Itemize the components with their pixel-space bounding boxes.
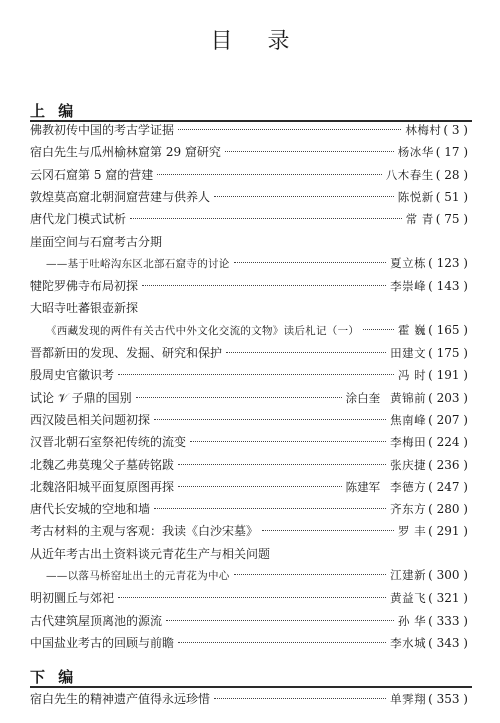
entry-title: 唐代长安城的空地和墙 bbox=[30, 502, 151, 517]
dot-leader bbox=[118, 597, 386, 598]
part2-heading: 下 编 bbox=[30, 668, 78, 686]
toc-entry bbox=[30, 433, 468, 453]
entry-author: 焦南峰 bbox=[390, 412, 427, 427]
dot-leader bbox=[118, 374, 394, 375]
toc-entry bbox=[46, 567, 468, 587]
toc-entry bbox=[30, 389, 468, 409]
dot-leader bbox=[142, 285, 386, 286]
entry-author: 罗 丰 bbox=[397, 524, 427, 539]
entry-page-number: ( 3 ) bbox=[443, 123, 468, 137]
entry-page-number: ( 51 ) bbox=[435, 189, 468, 204]
toc-entry bbox=[30, 143, 468, 163]
dot-leader bbox=[157, 174, 381, 175]
page-title: 目 录 bbox=[210, 29, 304, 54]
dot-leader bbox=[178, 486, 342, 487]
toc-entry bbox=[30, 634, 468, 654]
entry-author: 八木春生 bbox=[385, 167, 434, 182]
entry-author: 冯 时 bbox=[397, 368, 427, 383]
entry-title: 宿白先生与瓜州榆林窟第 29 窟研究 bbox=[30, 145, 221, 160]
toc-entry bbox=[30, 344, 468, 364]
toc-entry bbox=[30, 188, 468, 208]
toc-entry bbox=[30, 366, 468, 386]
entry-title: 古代建筑屋顶离池的源流 bbox=[30, 613, 163, 628]
toc-entry bbox=[30, 545, 270, 565]
toc-entry bbox=[30, 478, 468, 498]
entry-author: 田建文 bbox=[390, 346, 427, 360]
entry-author: 夏立栋 bbox=[390, 255, 427, 270]
toc-entry bbox=[30, 411, 468, 431]
entry-author: 齐东方 bbox=[390, 502, 427, 517]
entry-page-number: ( 75 ) bbox=[435, 212, 468, 227]
dot-leader bbox=[225, 151, 394, 152]
entry-page-number: ( 207 ) bbox=[428, 412, 468, 427]
entry-title: 佛教初传中国的考古学证据 bbox=[30, 123, 175, 137]
entry-author: 黄益飞 bbox=[390, 591, 427, 606]
toc-entry bbox=[30, 299, 138, 319]
dot-leader bbox=[190, 441, 386, 442]
entry-author: 霍 巍 bbox=[397, 322, 427, 337]
toc-entry bbox=[30, 277, 468, 297]
entry-author: 杨冰华 bbox=[397, 145, 434, 160]
entry-page-number: ( 236 ) bbox=[428, 457, 468, 472]
entry-title: 西汉陵邑相关问题初探 bbox=[30, 412, 151, 427]
dot-leader bbox=[234, 262, 386, 263]
toc-entry bbox=[30, 500, 468, 520]
entry-page-number: ( 203 ) bbox=[428, 390, 468, 405]
entry-author: 李崇峰 bbox=[390, 279, 427, 294]
entry-title: 犍陀罗佛寺布局初探 bbox=[30, 279, 139, 294]
entry-title: 试论 𝒱 子鼎的国别 bbox=[30, 390, 132, 405]
entry-page-number: ( 28 ) bbox=[435, 167, 468, 182]
entry-author: 黄锦前 bbox=[390, 390, 427, 405]
dot-leader bbox=[363, 329, 394, 330]
toc-entry bbox=[30, 121, 468, 141]
entry-page-number: ( 191 ) bbox=[428, 368, 468, 383]
entry-title: 晋都新田的发现、发掘、研究和保护 bbox=[30, 346, 223, 360]
dot-leader bbox=[226, 352, 386, 353]
dot-leader bbox=[178, 129, 401, 130]
entry-title: 《西藏发现的两件有关古代中外文化交流的文物》读后札记（一） bbox=[46, 324, 360, 337]
toc-entry bbox=[46, 322, 468, 342]
entry-title: 明初圜丘与郊祀 bbox=[30, 591, 115, 606]
entry-author: 李德方 bbox=[390, 479, 427, 494]
entry-author: 江建新 bbox=[390, 568, 427, 582]
entry-page-number: ( 280 ) bbox=[428, 502, 468, 517]
entry-title: 崖面空间与石窟考古分期 bbox=[30, 234, 163, 249]
entry-title: 大昭寺吐蕃银壶新探 bbox=[30, 301, 139, 316]
dot-leader bbox=[154, 508, 386, 509]
entry-coauthor: 陈建军 bbox=[345, 479, 381, 494]
toc-entry bbox=[30, 210, 468, 230]
entry-title: 从近年考古出土资料谈元青花生产与相关问题 bbox=[30, 546, 271, 561]
entry-author: 孙 华 bbox=[397, 613, 427, 628]
entry-page-number: ( 321 ) bbox=[428, 591, 468, 606]
entry-title: 唐代龙门模式试析 bbox=[30, 212, 127, 227]
entry-title: 敦煌莫高窟北朝洞窟营建与供养人 bbox=[30, 189, 211, 204]
dot-leader bbox=[214, 698, 386, 699]
toc-entry bbox=[30, 690, 468, 710]
toc-entry bbox=[30, 166, 468, 186]
entry-title: 宿白先生的精神遗产值得永远珍惜 bbox=[30, 692, 211, 706]
dot-leader bbox=[262, 530, 394, 531]
part1-heading: 上 编 bbox=[30, 102, 78, 120]
entry-page-number: ( 165 ) bbox=[428, 322, 468, 337]
entry-author: 常 青 bbox=[405, 212, 434, 227]
entry-coauthor: 涂白奎 bbox=[345, 390, 381, 405]
toc-entry bbox=[30, 456, 468, 476]
toc-entry bbox=[30, 612, 468, 632]
entry-title: 云冈石窟第 5 窟的营建 bbox=[30, 167, 154, 182]
entry-page-number: ( 291 ) bbox=[428, 524, 468, 539]
entry-author: 李水城 bbox=[390, 635, 427, 650]
dot-leader bbox=[130, 218, 402, 219]
part2-rule bbox=[30, 686, 472, 688]
entry-author: 陈悦新 bbox=[397, 189, 434, 204]
dot-leader bbox=[166, 620, 394, 621]
entry-page-number: ( 175 ) bbox=[428, 346, 468, 360]
entry-page-number: ( 17 ) bbox=[435, 145, 468, 160]
entry-title: 中国盐业考古的回顾与前瞻 bbox=[30, 635, 175, 650]
entry-author: 张庆捷 bbox=[390, 457, 427, 472]
entry-title: 考古材料的主观与客观：我读《白沙宋墓》 bbox=[30, 524, 259, 539]
entry-page-number: ( 224 ) bbox=[428, 435, 468, 450]
entry-title: ——以落马桥窑址出土的元青花为中心 bbox=[46, 570, 230, 582]
entry-page-number: ( 123 ) bbox=[428, 255, 468, 270]
entry-author: 单霁翔 bbox=[390, 692, 427, 706]
dot-leader bbox=[178, 642, 386, 643]
toc-entry bbox=[46, 255, 468, 275]
dot-leader bbox=[234, 574, 386, 575]
dot-leader bbox=[214, 196, 394, 197]
entry-page-number: ( 247 ) bbox=[428, 479, 468, 494]
entry-author: 林梅村 bbox=[405, 123, 442, 137]
entry-page-number: ( 343 ) bbox=[428, 635, 468, 650]
dot-leader bbox=[136, 397, 342, 398]
entry-page-number: ( 333 ) bbox=[428, 613, 468, 628]
dot-leader bbox=[154, 419, 386, 420]
entry-page-number: ( 353 ) bbox=[428, 692, 468, 706]
entry-title: 北魏乙弗莫瑰父子墓砖铭跋 bbox=[30, 457, 175, 472]
entry-title: 汉晋北朝石室祭祀传统的流变 bbox=[30, 435, 187, 450]
entry-author: 李梅田 bbox=[390, 435, 427, 450]
toc-entry bbox=[30, 233, 162, 253]
entry-page-number: ( 300 ) bbox=[428, 568, 468, 582]
entry-title: 殷周史官徽识考 bbox=[30, 368, 115, 383]
entry-title: ——基于吐峪沟东区北部石窟寺的讨论 bbox=[46, 257, 230, 270]
dot-leader bbox=[178, 464, 386, 465]
entry-page-number: ( 143 ) bbox=[428, 279, 468, 294]
toc-entry bbox=[30, 589, 468, 609]
entry-title: 北魏洛阳城平面复原图再探 bbox=[30, 479, 175, 494]
toc-entry bbox=[30, 522, 468, 542]
